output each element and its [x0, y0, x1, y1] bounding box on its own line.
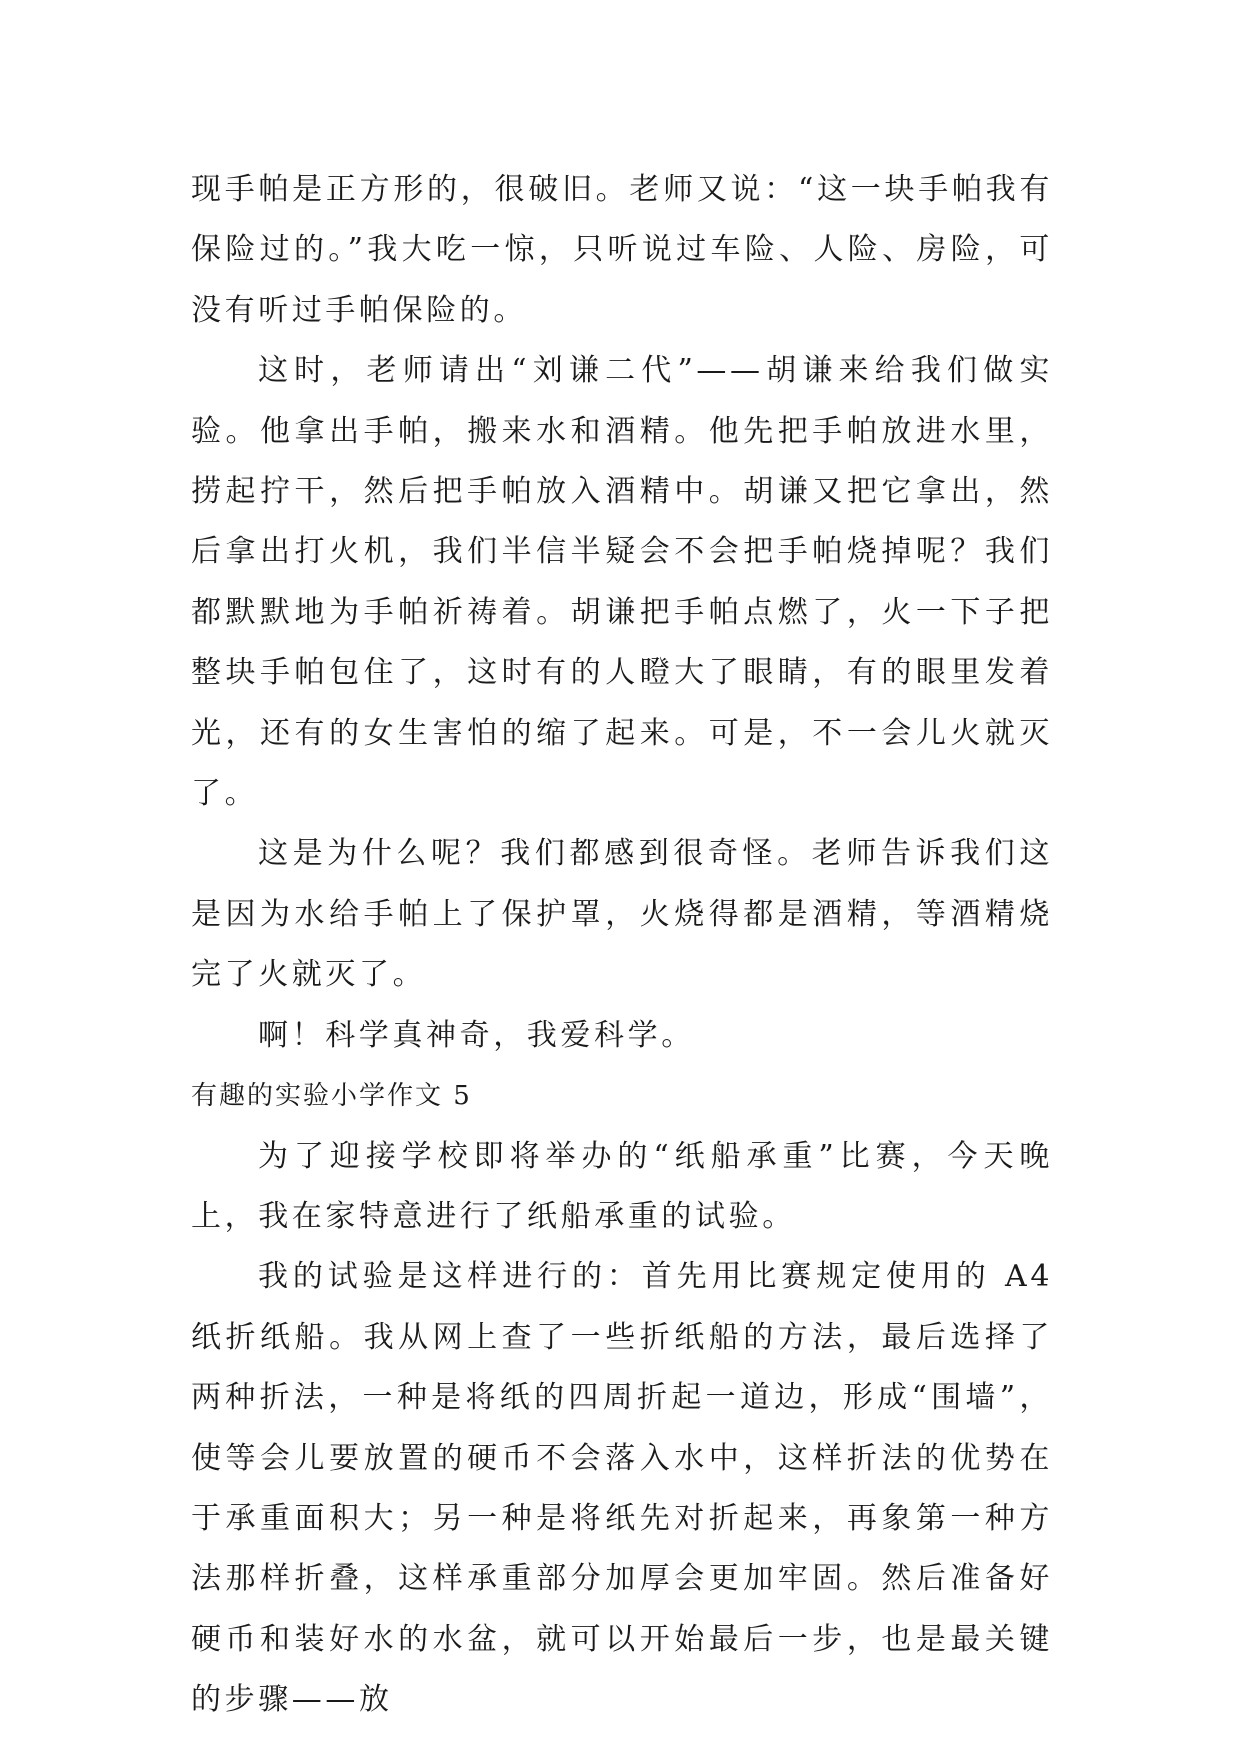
paragraph: 这时，老师请出“刘谦二代”——胡谦来给我们做实验。他拿出手帕，搬来水和酒精。他先把手帕放进水里，捞起拧干，然后把手帕放入酒精中。胡谦又把它拿出，然后拿出打火机，我们半信半疑会不会把手帕烧掉呢？我们都默默地为手帕祈祷着。胡谦把手帕点燃了，火一下子把整块手帕包住了，这时有的人瞪大了眼睛，有的眼里发着光，还有的女生害怕的缩了起来。可是，不一会儿火就灭了。 — [191, 353, 1053, 812]
document-body — [191, 160, 1053, 1731]
paragraph-continued: 现手帕是正方形的，很破旧。老师又说：“这一块手帕我有保险过的。”我大吃一惊，只听说过车险、人险、房险，可没有听过手帕保险的。 — [191, 172, 1053, 328]
paragraph: 啊！科学真神奇，我爱科学。 — [258, 1017, 695, 1053]
paragraph: 为了迎接学校即将举办的“纸船承重”比赛，今天晚上，我在家特意进行了纸船承重的试验。 — [191, 1138, 1053, 1234]
paragraph: 我的试验是这样进行的：首先用比赛规定使用的 A4 纸折纸船。我从网上查了一些折纸船的方法，最后选择了两种折法，一种是将纸的四周折起一道边，形成“围墙”，使等会儿要放置的硬币不会落入水中，这样折法的优势在于承重面积大；另一种是将纸先对折起来，再象第一种方法那样折叠，这样承重部分加厚会更加牢固。然后准备好硬币和装好水的水盆，就可以开始最后一步，也是最关键的步骤——放 — [191, 1259, 1053, 1718]
paragraph: 这是为什么呢？我们都感到很奇怪。老师告诉我们这是因为水给手帕上了保护罩，火烧得都是酒精，等酒精烧完了火就灭了。 — [191, 836, 1053, 993]
section-title: 有趣的实验小学作文 5 — [191, 1081, 472, 1112]
